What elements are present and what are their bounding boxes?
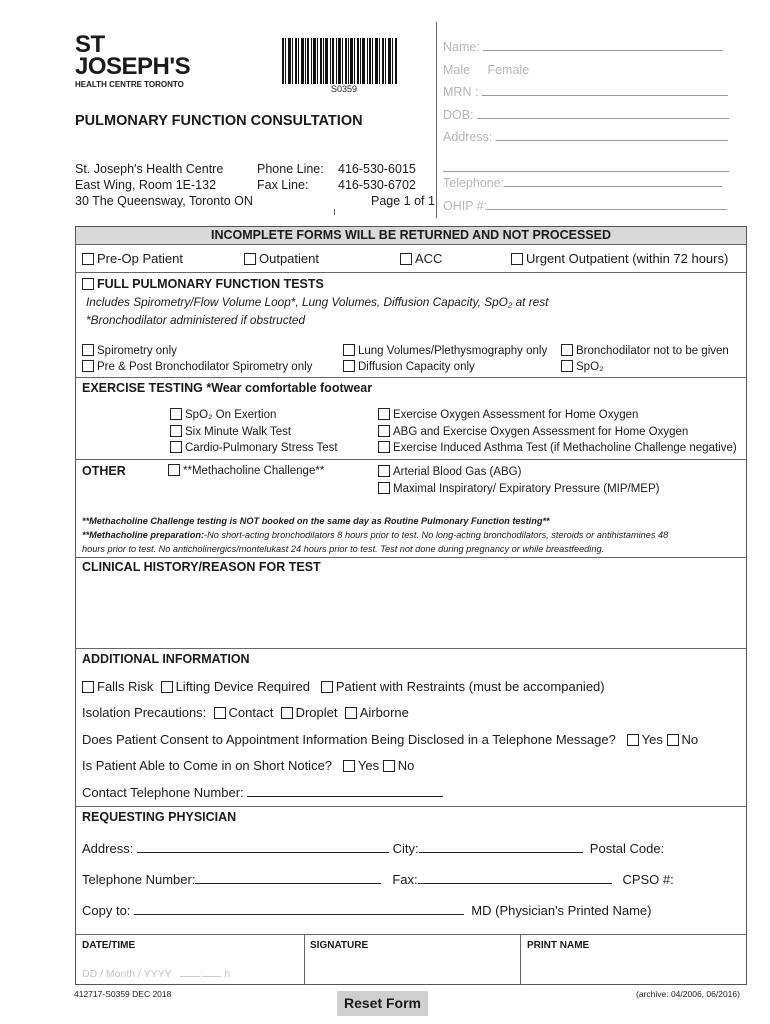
date-time-heading: DATE/TIME — [82, 940, 136, 951]
lifting-label: Lifting Device Required — [175, 679, 310, 694]
methacholine-row — [168, 464, 324, 477]
abg-checkbox[interactable] — [378, 465, 390, 477]
consent-question: Does Patient Consent to Appointment Information Being Disclosed in a Telephone Message? — [82, 732, 616, 747]
phone-label: Phone Line: — [257, 162, 324, 176]
pre-post-checkbox[interactable] — [82, 360, 94, 372]
physician-city-field[interactable] — [419, 852, 583, 853]
abg-exercise-label: ABG and Exercise Oxygen Assessment for Home Oxygen — [393, 425, 689, 438]
header-tick — [334, 209, 335, 215]
airborne-label: Airborne — [359, 705, 409, 720]
divider — [76, 557, 746, 558]
spo2-label: SpO₂ — [576, 361, 604, 373]
physician-telephone-field[interactable] — [195, 883, 381, 884]
md-label: MD (Physician's Printed Name) — [471, 903, 652, 918]
form-code: 412717-S0359 DEC 2018 — [74, 989, 172, 999]
exercise-oxygen-checkbox[interactable] — [378, 408, 390, 420]
notes-line3: hours prior to test. No anticholinergics/montelukast 24 hours prior to test. Test not done during pregnancy or while breastfeeding. — [82, 544, 605, 554]
consent-no-checkbox[interactable] — [667, 734, 679, 746]
divider — [76, 806, 746, 807]
mip-mep-checkbox[interactable] — [378, 482, 390, 494]
physician-address-row — [82, 841, 664, 856]
exercise-oxygen-label: Exercise Oxygen Assessment for Home Oxygen — [393, 409, 639, 421]
lung-volumes-label: Lung Volumes/Plethysmography only — [358, 345, 548, 357]
consent-yes-checkbox[interactable] — [627, 734, 639, 746]
diffusion-row — [343, 360, 475, 373]
copy-to-row — [82, 903, 651, 918]
contact-phone-field[interactable] — [247, 796, 443, 797]
urgent-label: Urgent Outpatient (within 72 hours) — [526, 251, 729, 266]
exercise-heading: EXERCISE TESTING *Wear comfortable footwear — [82, 381, 373, 395]
telephone-label: Telephone: — [443, 176, 505, 190]
physician-telephone-label: Telephone Number: — [82, 872, 196, 887]
dob-field[interactable] — [477, 118, 729, 119]
time-colon: : — [200, 968, 204, 980]
spo2-checkbox[interactable] — [561, 360, 573, 372]
bronch-not-given-label: Bronchodilator not to be given — [576, 345, 729, 357]
name-field[interactable] — [483, 50, 723, 51]
divider — [76, 459, 746, 460]
methacholine-checkbox[interactable] — [168, 464, 180, 476]
consent-yes-label: Yes — [641, 732, 663, 747]
outpatient-checkbox[interactable] — [244, 253, 256, 265]
physician-phone-row — [82, 872, 674, 887]
signature-divider-1 — [304, 934, 305, 985]
spirometry-only-label: Spirometry only — [97, 345, 177, 357]
other-heading: OTHER — [82, 464, 126, 478]
pre-post-row — [82, 360, 312, 373]
header-divider — [436, 22, 437, 218]
cardio-label: Cardio-Pulmonary Stress Test — [185, 442, 338, 454]
date-placeholder: DD / Month / YYYY — [82, 968, 172, 980]
cpso-label: CPSO #: — [622, 872, 674, 887]
archive-info: (archive: 04/2006, 06/2016) — [636, 989, 740, 999]
six-minute-checkbox[interactable] — [170, 425, 182, 437]
diffusion-checkbox[interactable] — [343, 360, 355, 372]
physician-fax-field[interactable] — [418, 883, 612, 884]
mrn-label: MRN : — [443, 85, 479, 99]
spo2-row — [561, 360, 603, 373]
methacholine-notes — [82, 514, 746, 556]
barcode-icon — [282, 38, 398, 84]
form-title: PULMONARY FUNCTION CONSULTATION — [75, 113, 363, 129]
facility-address — [75, 161, 253, 209]
airborne-checkbox[interactable] — [345, 707, 357, 719]
physician-fax-label: Fax: — [392, 872, 418, 887]
contact-phone-label: Contact Telephone Number: — [82, 785, 244, 800]
address-line1: St. Joseph's Health Centre — [75, 162, 224, 176]
cardio-checkbox[interactable] — [170, 441, 182, 453]
logo — [75, 31, 191, 80]
lifting-checkbox[interactable] — [161, 681, 173, 693]
male-label[interactable]: Male — [443, 62, 471, 77]
bronch-not-given-checkbox[interactable] — [561, 344, 573, 356]
page-info: Page 1 of 1 — [371, 194, 435, 208]
time-h: h — [224, 968, 231, 980]
falls-risk-label: Falls Risk — [97, 679, 154, 694]
ohip-label: OHIP #: — [443, 198, 488, 213]
falls-restraints-row — [82, 679, 605, 694]
contact-phone-row — [82, 785, 443, 800]
isolation-label: Isolation Precautions: — [82, 705, 207, 720]
acc-checkbox[interactable] — [400, 253, 412, 265]
divider — [76, 272, 746, 273]
full-pft-checkbox[interactable] — [82, 278, 94, 290]
contact-label: Contact — [228, 705, 274, 720]
copy-to-label: Copy to: — [82, 903, 131, 918]
print-name-heading: PRINT NAME — [527, 940, 590, 951]
incomplete-banner — [76, 227, 746, 245]
restraints-checkbox[interactable] — [321, 681, 333, 693]
telephone-field[interactable] — [504, 186, 722, 187]
clinical-history-heading: CLINICAL HISTORY/REASON FOR TEST — [82, 560, 321, 574]
fax-label: Fax Line: — [257, 178, 309, 192]
mip-mep-label: Maximal Inspiratory/ Expiratory Pressure (MIP/MEP) — [393, 483, 660, 495]
consent-row — [82, 732, 698, 747]
female-label[interactable]: Female — [487, 62, 530, 77]
full-pft-includes: Includes Spirometry/Flow Volume Loop*, Lung Volumes, Diffusion Capacity, SpO₂ at rest — [86, 295, 549, 309]
dob-label: DOB: — [443, 107, 474, 122]
signature-heading: SIGNATURE — [310, 940, 369, 951]
short-notice-question: Is Patient Able to Come in on Short Notice? — [82, 758, 333, 773]
barcode-text: S0359 — [331, 84, 358, 94]
contact-values — [338, 161, 416, 193]
divider — [76, 377, 746, 378]
notes-line1: **Methacholine Challenge testing is NOT booked on the same day as Routine Pulmonary Function testing** — [82, 516, 550, 526]
banner-text: INCOMPLETE FORMS WILL BE RETURNED AND NOT PROCESSED — [210, 228, 611, 242]
patient-address-field-2[interactable] — [443, 149, 729, 173]
full-pft-label: FULL PULMONARY FUNCTION TESTS — [97, 277, 324, 291]
isolation-row — [82, 705, 409, 720]
methacholine-label: **Methacholine Challenge** — [183, 465, 325, 477]
exercise-right-col — [378, 407, 737, 457]
phone-value: 416-530-6015 — [338, 162, 416, 176]
spo2-exertion-label: SpO₂ On Exertion — [185, 409, 277, 421]
droplet-checkbox[interactable] — [281, 707, 293, 719]
logo-line2: JOSEPH'S — [75, 53, 191, 80]
spirometry-only-checkbox[interactable] — [82, 344, 94, 356]
signature-divider-2 — [520, 934, 521, 985]
patient-address-field[interactable] — [496, 140, 728, 141]
short-notice-no-checkbox[interactable] — [383, 760, 395, 772]
full-pft-note: *Bronchodilator administered if obstructed — [86, 313, 306, 327]
address-line3: 30 The Queensway, Toronto ON — [75, 194, 253, 208]
spo2-exertion-checkbox[interactable] — [170, 408, 182, 420]
clinical-history-field[interactable] — [80, 578, 742, 646]
contact-checkbox[interactable] — [214, 707, 226, 719]
full-pft-row — [82, 277, 324, 291]
preop-checkbox[interactable] — [82, 253, 94, 265]
outpatient-label: Outpatient — [259, 251, 319, 266]
date-time-field[interactable] — [82, 968, 230, 980]
print-name-field[interactable] — [522, 955, 744, 983]
asthma-checkbox[interactable] — [378, 441, 390, 453]
pre-post-label: Pre & Post Bronchodilator Spirometry only — [97, 361, 313, 373]
signature-field[interactable] — [306, 955, 518, 983]
short-notice-yes-label: Yes — [357, 758, 380, 773]
address-line2: East Wing, Room 1E-132 — [75, 178, 217, 192]
logo-subtitle: HEALTH CENTRE TORONTO — [75, 80, 184, 89]
divider — [76, 648, 746, 649]
physician-address-field[interactable] — [137, 852, 389, 853]
lung-volumes-checkbox[interactable] — [343, 344, 355, 356]
abg-label: Arterial Blood Gas (ABG) — [393, 466, 522, 478]
physician-address-label: Address: — [82, 841, 134, 856]
patient-info — [443, 36, 733, 217]
restraints-label: Patient with Restraints (must be accompanied) — [335, 679, 605, 694]
short-notice-row — [82, 758, 414, 773]
falls-risk-checkbox[interactable] — [82, 681, 94, 693]
short-notice-yes-checkbox[interactable] — [343, 760, 355, 772]
physician-city-label: City: — [392, 841, 419, 856]
asthma-label: Exercise Induced Asthma Test (if Methacholine Challenge negative) — [393, 442, 737, 454]
lung-volumes-row — [343, 344, 547, 357]
bronch-not-given-row — [561, 344, 729, 357]
consent-no-label: No — [681, 732, 699, 747]
copy-to-field[interactable] — [134, 914, 464, 915]
notes-line2-rest: -No short-acting bronchodilators 8 hours prior to test. No long-acting bronchodilators, steroids or antihistamines 48 — [204, 530, 669, 540]
abg-exercise-checkbox[interactable] — [378, 425, 390, 437]
acc-label: ACC — [415, 251, 443, 266]
divider — [76, 934, 746, 935]
fax-value: 416-530-6702 — [338, 178, 416, 192]
urgent-checkbox[interactable] — [511, 253, 523, 265]
postal-code-label: Postal Code: — [589, 841, 665, 856]
mrn-field[interactable] — [482, 95, 728, 96]
droplet-label: Droplet — [295, 705, 338, 720]
additional-heading: ADDITIONAL INFORMATION — [82, 652, 250, 666]
address-label: Address: — [443, 130, 493, 144]
reset-form-button[interactable] — [337, 991, 428, 1016]
diffusion-label: Diffusion Capacity only — [358, 361, 475, 373]
spirometry-only-row — [82, 344, 177, 357]
notes-line2-bold: **Methacholine preparation: — [82, 530, 205, 540]
reset-form-label: Reset Form — [343, 995, 422, 1011]
six-minute-label: Six Minute Walk Test — [185, 425, 292, 438]
other-right-col — [378, 464, 659, 498]
short-notice-no-label: No — [397, 758, 415, 773]
name-label: Name: — [443, 40, 480, 54]
ohip-field[interactable] — [487, 209, 727, 210]
exercise-left-col — [170, 407, 338, 457]
preop-label: Pre-Op Patient — [97, 251, 183, 266]
physician-heading: REQUESTING PHYSICIAN — [82, 810, 237, 824]
logo-line1: ST — [75, 31, 105, 58]
contact-labels — [257, 161, 324, 193]
